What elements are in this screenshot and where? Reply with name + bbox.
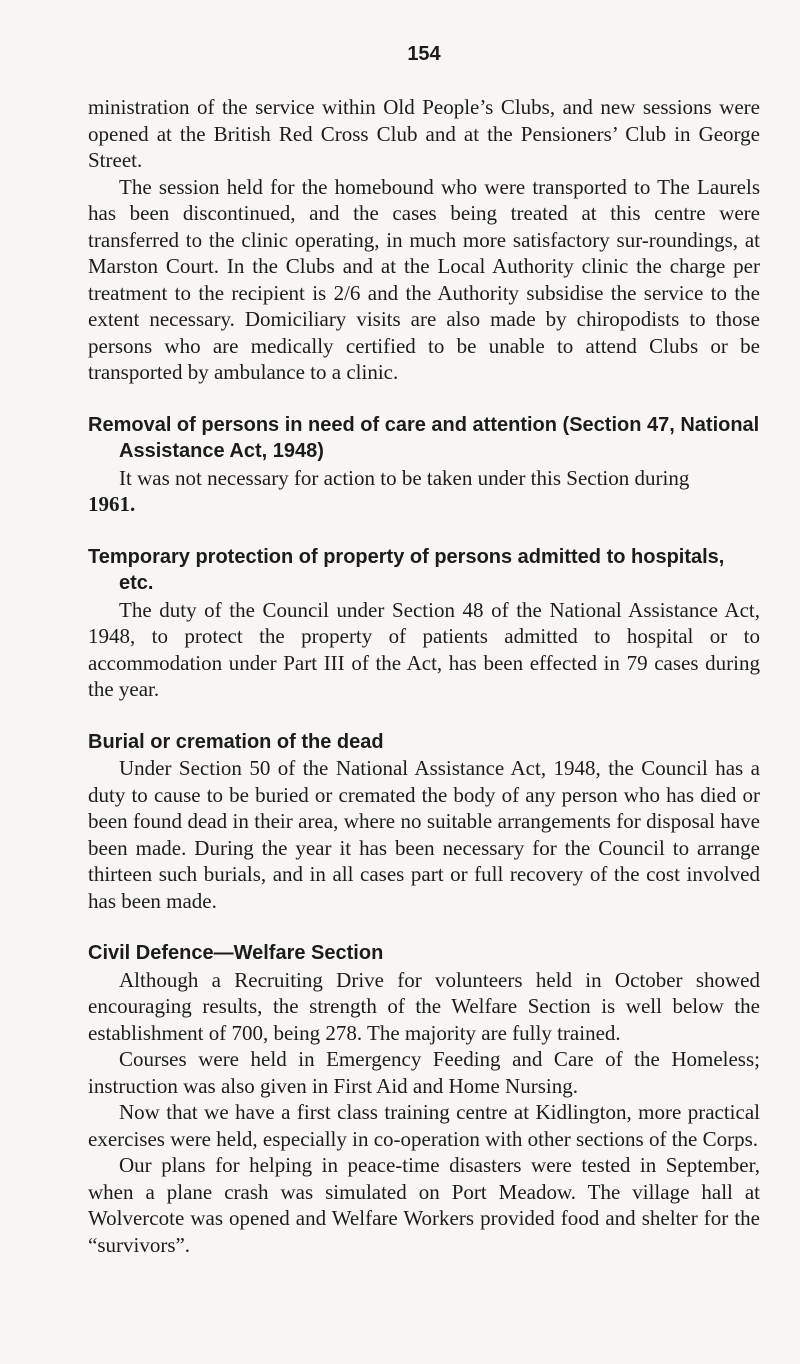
intro-section — [88, 94, 760, 386]
civil-defence-section — [88, 940, 760, 1258]
civil-defence-heading: Civil Defence—Welfare Section — [88, 942, 384, 964]
burial-paragraph: Under Section 50 of the National Assistance Act, 1948, the Council has a duty to cause to be buried or cremated the body of any person who has died or been found dead in their area, where no suitable arrangements for disposal have been made. During the year it has been necessary for the Council to arrange thirteen such burials, and in all cases part or full recovery of the cost involved has been made. — [88, 756, 760, 913]
page-number: 154 — [407, 43, 441, 65]
removal-paragraph — [88, 465, 760, 518]
removal-heading: Removal of persons in need of care and attention (Section 47, National Assistance Act, 1948) — [88, 413, 760, 462]
removal-text: It was not necessary for action to be taken under this Section during — [119, 465, 690, 490]
intro-paragraph-1: ministration of the service within Old People’s Clubs, and new sessions were opened at the British Red Cross Club and at the Pensioners’ Club in George Street. — [88, 95, 760, 172]
burial-heading: Burial or cremation of the dead — [88, 730, 384, 753]
protection-paragraph: The duty of the Council under Section 48 of the National Assistance Act, 1948, to protect the property of patients admitted to hospital or to accommodation under Part III of the Act, has been effected in 79 cases during the year. — [88, 597, 760, 701]
civil-defence-paragraph-3: Now that we have a first class training centre at Kidlington, more practical exercises were held, especially in co-operation with other sections of the Corps. — [88, 1100, 760, 1151]
protection-section — [88, 544, 760, 703]
removal-section — [88, 412, 760, 518]
burial-section — [88, 729, 760, 915]
civil-defence-paragraph-2: Courses were held in Emergency Feeding and Care of the Homeless; instruction was also given in First Aid and Home Nursing. — [88, 1047, 760, 1098]
removal-year: 1961. — [88, 492, 136, 516]
protection-heading: Temporary protection of property of persons admitted to hospitals, etc. — [88, 545, 725, 594]
intro-paragraph-2: The session held for the homebound who were transported to The Laurels has been discontinued, and the cases being treated at this centre were transferred to the clinic operating, in much more satisfactory sur-roundings, at Marston Court. In the Clubs and at the Local Authority clinic the charge per treatment to the recipient is 2/6 and the Authority subsidise the service to the extent necessary. Domiciliary visits are also made by chiropodists to those persons who are medically certified to be unable to attend Clubs or be transported by ambulance to a clinic. — [88, 174, 760, 384]
civil-defence-paragraph-1: Although a Recruiting Drive for volunteers held in October showed encouraging results, the strength of the Welfare Section is well below the establishment of 700, being 278. The majority are fully trained. — [88, 967, 760, 1045]
civil-defence-paragraph-4: Our plans for helping in peace-time disasters were tested in September, when a plane crash was simulated on Port Meadow. The village hall at Wolvercote was opened and Welfare Workers provided food and shelter for the “survivors”. — [88, 1153, 760, 1257]
document-page — [88, 40, 760, 1258]
